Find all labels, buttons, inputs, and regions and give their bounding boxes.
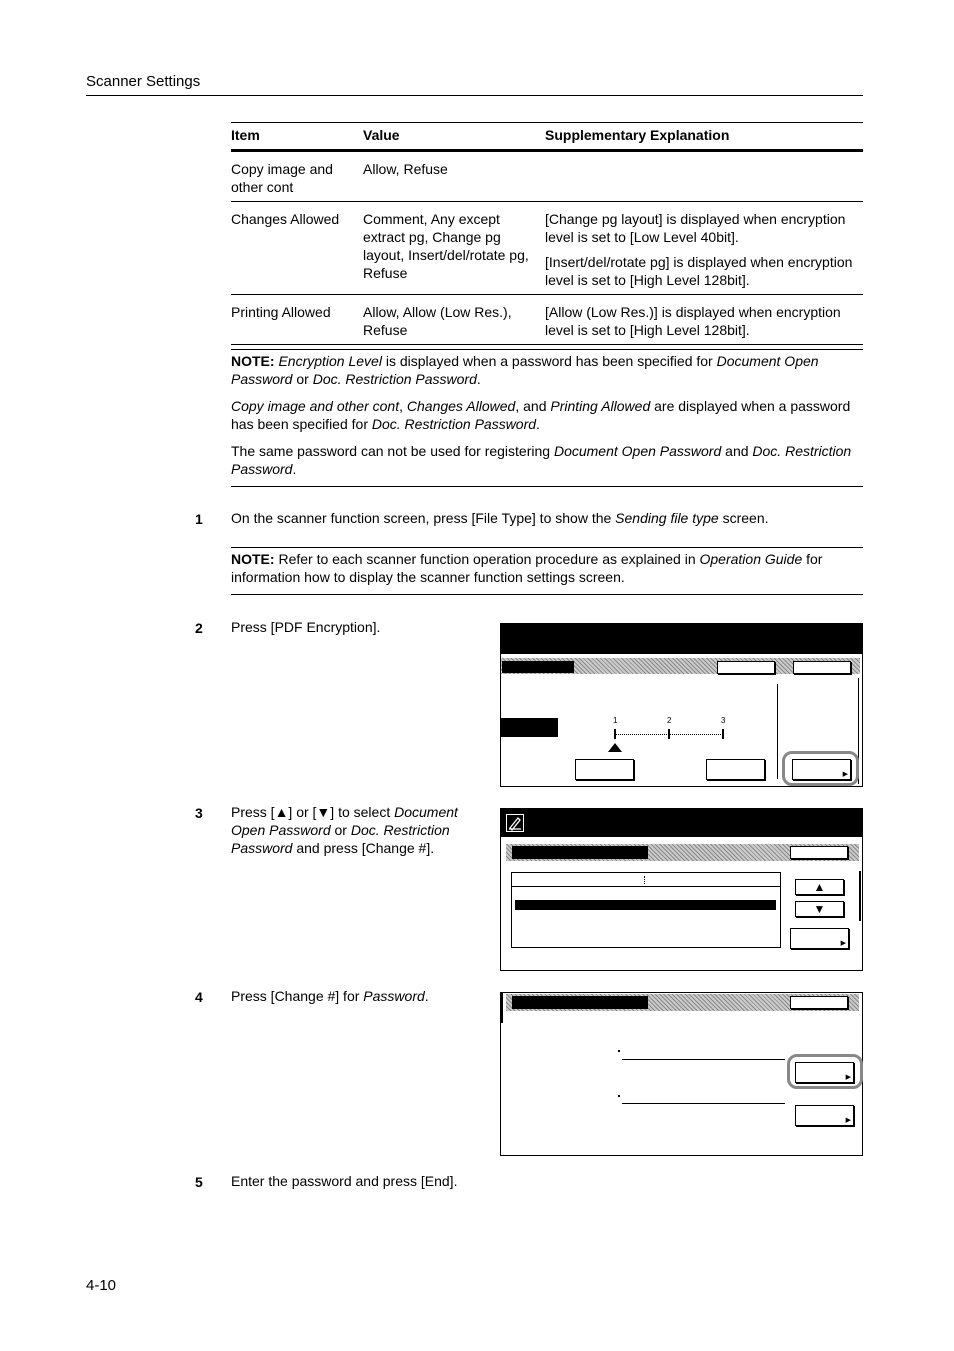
note-label: NOTE: bbox=[231, 353, 275, 369]
colon-mark bbox=[618, 1095, 620, 1097]
text: . bbox=[476, 371, 481, 387]
emphasis: Encryption Level bbox=[278, 353, 382, 369]
text: Press [Change #] for bbox=[231, 988, 364, 1004]
explanation-paragraph: [Allow (Low Res.)] is displayed when encryption level is set to [High Level 128bit]. bbox=[545, 304, 841, 338]
screen-button[interactable] bbox=[575, 759, 634, 780]
text: for information how to display the scanner function settings screen. bbox=[231, 551, 823, 585]
text: is displayed when a password has been specified for bbox=[381, 353, 717, 369]
page-number: 4-10 bbox=[86, 1277, 117, 1294]
note-paragraph bbox=[231, 550, 863, 586]
note-box bbox=[231, 349, 863, 487]
column-header-explanation: Supplementary Explanation bbox=[545, 127, 730, 143]
column-header-item: Item bbox=[231, 127, 260, 143]
note-label: NOTE: bbox=[231, 551, 275, 567]
screen-title-bar bbox=[501, 809, 862, 837]
step-number: 4 bbox=[195, 989, 203, 1005]
text: On the scanner function screen, press [File Type] to show the bbox=[231, 510, 616, 526]
note-box bbox=[231, 547, 863, 595]
table-row bbox=[231, 151, 863, 202]
cell-explanation bbox=[545, 295, 863, 345]
arrow-right-icon: ▶ bbox=[845, 1074, 851, 1081]
emphasis: Copy image and other cont bbox=[231, 398, 400, 414]
screen-button[interactable] bbox=[793, 661, 851, 674]
cell-explanation bbox=[545, 151, 863, 202]
text: Press [▲] or [▼] to select bbox=[231, 804, 395, 820]
password-field-line[interactable] bbox=[622, 1059, 785, 1060]
step-text bbox=[231, 803, 481, 857]
emphasis: Printing Allowed bbox=[550, 398, 651, 414]
list-column-divider bbox=[644, 876, 645, 884]
text: , and bbox=[515, 398, 551, 414]
change-confirm-button[interactable] bbox=[795, 1105, 854, 1126]
settings-table bbox=[231, 122, 863, 345]
cell-value: Allow, Allow (Low Res.), Refuse bbox=[363, 304, 512, 338]
step-number: 2 bbox=[195, 620, 203, 636]
colon-mark bbox=[618, 1050, 620, 1052]
cell-value: Allow, Refuse bbox=[363, 161, 448, 177]
scale-label: 1 bbox=[613, 716, 618, 725]
explanation-paragraph: [Insert/del/rotate pg] is displayed when encryption level is set to [High Level 128bit]. bbox=[545, 254, 853, 288]
text: . bbox=[292, 461, 297, 477]
running-header: Scanner Settings bbox=[86, 73, 201, 90]
note-paragraph bbox=[231, 442, 863, 478]
step-text: Enter the password and press [End]. bbox=[231, 1173, 458, 1189]
screen-edge bbox=[501, 993, 503, 1023]
cell-explanation bbox=[545, 202, 863, 295]
column-header-value: Value bbox=[363, 127, 400, 143]
slider-tick bbox=[614, 729, 616, 739]
screen-illustration-pdf-encryption bbox=[500, 808, 863, 971]
text: or bbox=[292, 371, 313, 387]
table-row bbox=[231, 202, 863, 295]
list-header-rule bbox=[512, 886, 780, 887]
header-rule bbox=[86, 95, 863, 96]
screen-edge bbox=[859, 871, 861, 921]
arrow-right-icon: ▶ bbox=[840, 940, 846, 947]
text: . bbox=[424, 988, 429, 1004]
note-paragraph bbox=[231, 352, 863, 388]
text: , bbox=[399, 398, 407, 414]
text: are displayed when a password has been specified for bbox=[231, 398, 851, 432]
tab-marker bbox=[512, 846, 648, 859]
screen-button[interactable] bbox=[790, 996, 848, 1009]
cell-item: Copy image and other cont bbox=[231, 161, 333, 195]
down-arrow-button[interactable]: ▼ bbox=[795, 901, 844, 917]
slider-tick bbox=[668, 729, 670, 739]
text: and press [Change #]. bbox=[292, 840, 435, 856]
step-text bbox=[231, 509, 863, 527]
edit-icon bbox=[506, 814, 524, 832]
up-arrow-button[interactable]: ▲ bbox=[795, 879, 844, 895]
change-button[interactable] bbox=[790, 928, 849, 949]
text: screen. bbox=[718, 510, 769, 526]
slider-tick bbox=[722, 729, 724, 739]
cell-value: Comment, Any except extract pg, Change pg layout, Insert/del/rotate pg, Refuse bbox=[363, 211, 529, 281]
emphasis: Doc. Restriction Password bbox=[231, 822, 450, 856]
arrow-right-icon: ▶ bbox=[845, 1117, 851, 1124]
emphasis: Operation Guide bbox=[699, 551, 803, 567]
selected-list-item[interactable] bbox=[515, 900, 776, 910]
emphasis: Doc. Restriction Password bbox=[312, 371, 477, 387]
emphasis: Document Open Password bbox=[231, 804, 458, 838]
settings-list bbox=[511, 872, 781, 948]
screen-illustration-file-type bbox=[500, 623, 863, 787]
screen-button[interactable] bbox=[790, 846, 848, 859]
step-number: 5 bbox=[195, 1174, 203, 1190]
step-number: 1 bbox=[195, 511, 203, 527]
scale-label: 2 bbox=[667, 716, 672, 725]
screen-title-bar bbox=[501, 624, 862, 654]
highlight-circle bbox=[787, 1054, 863, 1089]
highlight-circle bbox=[782, 751, 859, 786]
emphasis: Password bbox=[363, 988, 425, 1004]
step-text bbox=[231, 987, 481, 1005]
table-row bbox=[231, 295, 863, 345]
text: Refer to each scanner function operation procedure as explained in bbox=[274, 551, 700, 567]
table-header-row bbox=[231, 123, 863, 151]
text: and bbox=[721, 443, 753, 459]
slider-pointer-icon[interactable] bbox=[608, 743, 622, 752]
cell-item: Changes Allowed bbox=[231, 211, 340, 227]
step-text: Press [PDF Encryption]. bbox=[231, 619, 381, 635]
text: . bbox=[536, 416, 540, 432]
emphasis: Sending file type bbox=[615, 510, 719, 526]
confirm-field-line[interactable] bbox=[622, 1103, 785, 1104]
emphasis: Document Open Password bbox=[231, 353, 819, 387]
emphasis: Doc. Restriction Password bbox=[231, 443, 852, 477]
tab-marker bbox=[512, 996, 648, 1009]
text: The same password can not be used for registering bbox=[231, 443, 554, 459]
explanation-paragraph: [Change pg layout] is displayed when encryption level is set to [Low Level 40bit]. bbox=[545, 211, 846, 245]
tab-marker bbox=[502, 661, 574, 673]
emphasis: Changes Allowed bbox=[406, 398, 516, 414]
arrow-right-icon: ▶ bbox=[842, 771, 848, 778]
step-number: 3 bbox=[195, 805, 203, 821]
quality-label-block bbox=[501, 718, 558, 737]
screen-illustration-password bbox=[500, 992, 863, 1156]
screen-button[interactable] bbox=[706, 759, 765, 780]
emphasis: Document Open Password bbox=[553, 443, 722, 459]
scale-label: 3 bbox=[721, 716, 726, 725]
screen-button[interactable] bbox=[717, 661, 775, 674]
emphasis: Doc. Restriction Password bbox=[371, 416, 537, 432]
cell-item: Printing Allowed bbox=[231, 304, 331, 320]
note-paragraph bbox=[231, 397, 863, 433]
divider bbox=[777, 684, 778, 779]
text: or bbox=[330, 822, 351, 838]
